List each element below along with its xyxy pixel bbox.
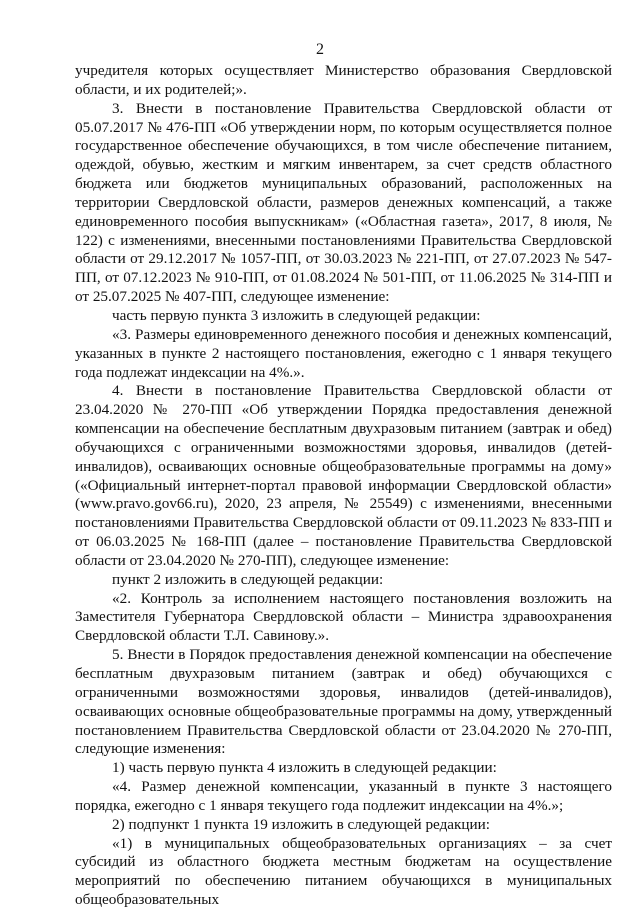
- paragraph-item-3: 3. Внести в постановление Правительства Свердловской области от 05.07.2017 № 476-ПП «Об утверждении норм, по которым осуществляется полное государственное обеспечение обучающихся, в том числе обеспечение питанием, одеждой, обувью, жестким и мягким инвентарем, за счет средств областного бюджета или бюджетов муниципальных образований, расположенных на территории Свердловской области, размеров денежных компенсаций, а также единовременного пособия выпускникам» («Областная газета», 2017, 8 июля, № 122) с изменениями, внесенными постановлениями Правительства Свердловской области от 29.12.2017 № 1057-ПП, от 30.03.2023 № 221-ПП, от 27.07.2023 № 547-ПП, от 07.12.2023 № 910-ПП, от 01.08.2024 № 501-ПП, от 11.06.2025 № 314-ПП и от 25.07.2025 № 407-ПП, следующее изменение:: [75, 99, 612, 306]
- paragraph-item-5-sub-1-quote: «4. Размер денежной компенсации, указанный в пункте 3 настоящего порядка, ежегодно с 1 января текущего года подлежит индексации на 4%.»;: [75, 778, 612, 814]
- paragraph-item-3-quote: «3. Размеры единовременного денежного пособия и денежных компенсаций, указанных в пункте 2 настоящего постановления, ежегодно с 1 января текущего года подлежат индексации на 4%.».: [75, 325, 612, 381]
- paragraph-item-5-sub-1: 1) часть первую пункта 4 изложить в следующей редакции:: [112, 759, 497, 777]
- paragraph-item-4-quote: «2. Контроль за исполнением настоящего постановления возложить на Заместителя Губернатора Свердловской области – Министра здравоохранения Свердловской области Т.Л. Савинову.».: [75, 589, 612, 645]
- paragraph-item-4-instruction: пункт 2 изложить в следующей редакции:: [112, 570, 384, 588]
- paragraph-item-5-sub-2-quote: «1) в муниципальных общеобразовательных организациях – за счет субсидий из областного бюджета местным бюджетам на осуществление мероприятий по обеспечению питанием обучающихся в муниципальных общеобразовательных: [75, 834, 612, 909]
- page-number: 2: [316, 41, 324, 58]
- paragraph-item-3-instruction: часть первую пункта 3 изложить в следующей редакции:: [112, 306, 481, 324]
- paragraph-item-5-sub-2: 2) подпункт 1 пункта 19 изложить в следующей редакции:: [112, 815, 491, 833]
- paragraph-continuation: учредителя которых осуществляет Министерство образования Свердловской области, и их родителей;».: [75, 62, 612, 98]
- paragraph-item-5: 5. Внести в Порядок предоставления денежной компенсации на обеспечение бесплатным двухразовым питанием (завтрак и обед) обучающихся с ограниченными возможностями здоровья, инвалидов (детей-инвалидов), осваивающих основные общеобразовательные программы на дому, утвержденный постановлением Правительства Свердловской области от 23.04.2020 № 270-ПП, следующие изменения:: [75, 646, 612, 758]
- document-body: [75, 62, 612, 910]
- paragraph-item-4: 4. Внести в постановление Правительства Свердловской области от 23.04.2020 № 270-ПП «Об утверждении Порядка предоставления денежной компенсации на обеспечение бесплатным двухразовым питанием (завтрак и обед) обучающихся с ограниченными возможностями здоровья, инвалидов (детей-инвалидов), осваивающих основные общеобразовательные программы на дому» («Официальный интернет-портал правовой информации Свердловской области» (www.pravo.gov66.ru), 2020, 23 апреля, № 25549) с изменениями, внесенными постановлениями Правительства Свердловской области от 09.11.2023 № 833-ПП и от 06.03.2025 № 168-ПП (далее – постановление Правительства Свердловской области от 23.04.2020 № 270-ПП), следующее изменение:: [75, 382, 612, 569]
